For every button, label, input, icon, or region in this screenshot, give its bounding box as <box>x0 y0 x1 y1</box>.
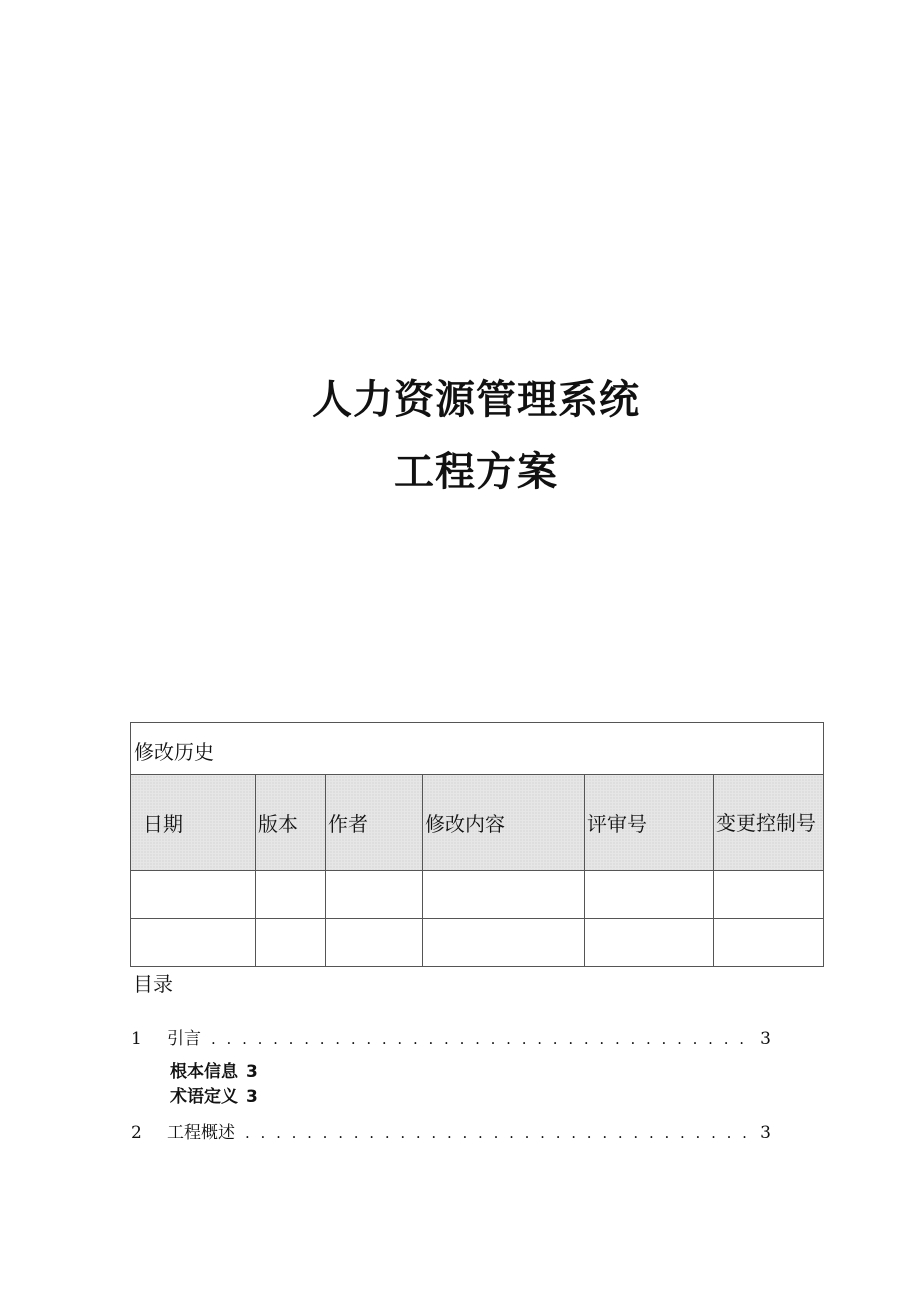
toc-entry-title: 工程概述 <box>167 1123 235 1143</box>
table-header-row <box>131 775 824 871</box>
toc-dot-leader <box>211 1030 756 1048</box>
header-change-control-number: 变更控制号 <box>714 775 824 871</box>
toc-heading: 目录 <box>133 972 173 996</box>
toc-subentry-title: 根本信息 <box>170 1062 238 1082</box>
header-date: 日期 <box>131 775 256 871</box>
table-cell <box>326 871 423 919</box>
header-author: 作者 <box>326 775 423 871</box>
document-subtitle: 工程方案 <box>394 448 558 495</box>
toc-entry-page: 3 <box>760 1123 771 1143</box>
header-version: 版本 <box>256 775 326 871</box>
toc-dot-leader <box>245 1124 756 1142</box>
toc-subentry-basic-info[interactable] <box>170 1057 258 1082</box>
toc-subentry-page: 3 <box>246 1087 258 1107</box>
header-change-content: 修改内容 <box>423 775 585 871</box>
toc-entry-project-overview[interactable] <box>131 1118 771 1143</box>
table-cell <box>131 919 256 967</box>
table-cell <box>714 919 824 967</box>
table-cell <box>714 871 824 919</box>
toc-subentry-title: 术语定义 <box>170 1087 238 1107</box>
table-cell <box>256 871 326 919</box>
table-row <box>131 919 824 967</box>
toc-entry-title: 引言 <box>167 1029 201 1049</box>
toc-entry-number: 1 <box>131 1029 142 1049</box>
table-caption: 修改历史 <box>131 723 824 775</box>
toc-entry-page: 3 <box>760 1029 771 1049</box>
table-row <box>131 871 824 919</box>
toc-subentry-glossary[interactable] <box>170 1082 258 1107</box>
header-review-number: 评审号 <box>585 775 714 871</box>
document-title: 人力资源管理系统 <box>312 376 640 423</box>
table-cell <box>131 871 256 919</box>
revision-history-table <box>130 722 824 967</box>
table-cell <box>585 871 714 919</box>
toc-entry-introduction[interactable] <box>131 1024 771 1049</box>
table-caption-row <box>131 723 824 775</box>
table-cell <box>585 919 714 967</box>
table-cell <box>326 919 423 967</box>
toc-entry-number: 2 <box>131 1123 142 1143</box>
table-cell <box>423 919 585 967</box>
table-cell <box>423 871 585 919</box>
table-cell <box>256 919 326 967</box>
toc-subentry-page: 3 <box>246 1062 258 1082</box>
